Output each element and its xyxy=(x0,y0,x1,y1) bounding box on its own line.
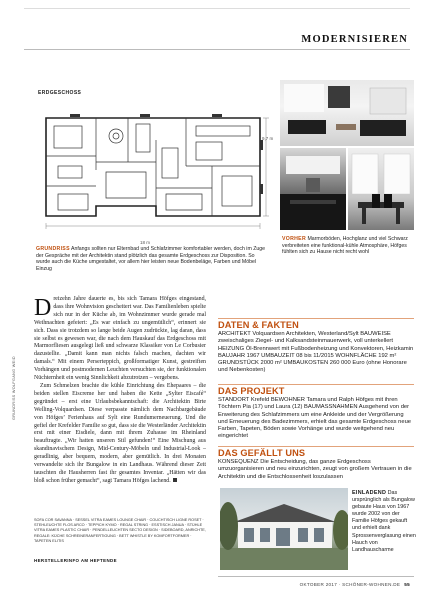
sources-list: SOFA COR SAVANNA · SESSEL VITRA EAMES LOUNGE CHAIR · COUCHTISCH LIGNE ROSET · STEHLEUCHTE FLOS ARCO · TEPPICH KYMO · REGAL STRING · ESSTISCH JANUA · STÜHLE VITRA EAMES PLASTIC CHAIR · PENDELLEUCHTEN SECTO DESIGN · SIDEBOARD, ANRICHTE, REGALE: KÜCHE SCHREINERANFERTIGUNG · BETT WHISTLE BY KOMFORTFORMER · TAPETEN ELITIS xyxy=(34,518,206,543)
floorplan-caption xyxy=(36,246,268,272)
kitchen-photo xyxy=(280,148,346,230)
house-caption-text: Das ursprünglich als Bungalow gebaute Haus von 1967 wurde 2002 von der Familie Höfges gekauft und erhielt dank Sprossenverglasung einen Hauch von Landhauscharme xyxy=(352,490,416,553)
floorplan-caption-lead: GRUNDRISS xyxy=(36,246,70,252)
floorplan-caption-text: Anfangs sollten nur Elternbad und Schlafzimmer komfortabler werden, doch im Zuge der Gespräche mit der Architektin stand plötzlich das gesamte Erdgeschoss zur Disposition. So wurde auch die Küche umgestaltet, vor allem hier leisten neue Bodenbeläge, Farben und Möbel Einzug xyxy=(36,246,266,272)
project-divider xyxy=(218,384,414,385)
article-paragraph xyxy=(34,296,206,383)
facts-heading: DATEN & FAKTEN xyxy=(218,320,299,330)
project-text: STANDORT Krefeld BEWOHNER Tamara und Ralph Höfges mit ihren Töchtern Pia (17) und Laura (12) BAUMASSNAHMEN Ausgehend von der Erweiterung des Schlafzimmers um eine Ankleide und der Vergrößerung und Erneuerung des Badezimmers, erhielt das gesamte Erdgeschoss neue Farben, Tapeten, Böden sowie Vorhänge und wurde weitgehend neu eingerichtet xyxy=(218,397,412,440)
liked-heading: DAS GEFÄLLT UNS xyxy=(218,448,306,458)
liked-divider xyxy=(218,446,414,447)
facts-divider xyxy=(218,318,414,319)
vertical-credit: GRUNDRISS WOLFGANG WEID xyxy=(12,356,16,420)
living-room-photo xyxy=(280,80,414,146)
liked-box xyxy=(218,448,414,481)
facts-text: ARCHITEKT Volquardsen Architekten, Westerland/Sylt BAUWEISE zweischaliges Ziegel- und Kalksandsteinmauerwerk, voll unterkellert HEIZUNG Öl-Brennwert mit Fußbodenheizung und Konvektoren, Heizkamin BAUJAHR 1967 UMBAUZEIT 08 bis 11/2015 WOHNFLÄCHE 192 m² GRUNDSTÜCK 2000 m² UMBAUKOSTEN 260 000 Euro (ohne Honorare und Nebenkosten) xyxy=(218,331,414,374)
house-caption xyxy=(352,490,416,554)
page-number: 55 xyxy=(404,582,410,587)
article-body xyxy=(34,296,206,486)
house-exterior-photo xyxy=(220,488,348,570)
liked-text: KONSEQUENZ Die Entscheidung, das ganze Erdgeschoss umzuorganisieren und neu einzurichten, zeugt von großem Vertrauen in die Architektin und die Entschlossenheit loszulassen xyxy=(218,459,412,480)
paragraph-1-text: reizehn Jahre dauerte es, bis sich Tamara Höfges eingestand, dass ihre Wohnvision gescheitert war. Das Familienleben spielte sich nur in der Küche ab, im Wohnzimmer wurde gerade mal Weihnachten gefeiert: „Es war einfach zu ungemütlich“, erinnert sie sich. Dass sie trotzdem so lange beide Augen zudrückte, lag daran, dass sie selbst es gewesen war, die nach dem Hauskauf das Erdgeschoss mit Marmorfliesen ausgelegt ließ und schwarze Klassiker von Le Corbusier dazustellte. „Damit kann man nichts falsch machen, dachten wir damals.“ Mit einem Perserteppich, großformatiger Kunst, gestreiften Vorhängen und postmodernen Leuchten versuchten sie, der funktionalen Nüchternheit ein wenig Sinnlichkeit abzutrotzen – vergebens. xyxy=(34,296,206,382)
project-heading: DAS PROJEKT xyxy=(218,386,285,396)
article-paragraph xyxy=(34,383,206,486)
floorplan-label: ERDGESCHOSS xyxy=(38,90,82,96)
floorplan-height-dimension: 9,7 m xyxy=(262,136,274,141)
footer-rule xyxy=(218,576,414,577)
section-rule xyxy=(24,49,410,50)
section-tag: MODERNISIEREN xyxy=(301,34,408,45)
before-caption-lead: VORHER xyxy=(282,236,306,242)
before-caption xyxy=(282,236,412,256)
page-footer xyxy=(300,582,410,587)
house-caption-lead: EINLADEND xyxy=(352,490,387,496)
manufacturer-info: HERSTELLERINFO AM HEFTENDE xyxy=(34,558,117,563)
floorplan-drawing xyxy=(36,100,270,234)
paragraph-2-text: Zum Schmelzen brachte die kühle Einrichtung des Ehepaares – die beiden stellen Eiscreme her und haben die Kette „Sylter Eiscafé“ gegründet – erst eine Urlaubsbekanntschaft: die Architektin Birte Welling-Volquardsen. Diese verpasste nämlich dem Nachbargebäude von Höfges’ Ferienhaus auf Sylt eine Rundumerneuerung. Und die gefiel der Krefelder Familie so gut, dass sie die Westerländer Architektin erst mit einer Eisdiele, dann mit ihrem Zuhause im Rheinland beauftragte. „Wir hatten unseren Stil gefunden!“ Eine Mischung aus skandinavischem Design, Mid-Century-Möbeln und Industrial-Look – geradlinig, aber bequem, modern, aber gemütlich. In drei Monaten verwandelte sich ihr Bungalow in ein Landhaus. Während dieser Zeit tauschten die Hausherren fast ihr gesamtes Inventar. „Hätten wir das bloß schon früher gemacht“, sagt Tamara Höfges lachend. xyxy=(34,382,206,484)
floorplan-width-dimension: 18 m xyxy=(140,240,151,245)
end-mark-icon xyxy=(173,478,177,482)
project-box xyxy=(218,386,414,441)
facts-box xyxy=(218,320,414,375)
footer-text: OKTOBER 2017 · SCHÖNER-WOHNEN.DE xyxy=(299,582,401,587)
dining-room-photo xyxy=(348,148,414,230)
top-rule xyxy=(24,8,410,9)
drop-cap: D xyxy=(34,295,52,321)
before-caption-text: Marmorböden, Hochglanz und viel Schwarz verbreiteten eine funktional-kühle Atmosphäre, Höfges fühlten sich zu Hause nicht recht wohl xyxy=(282,236,408,256)
